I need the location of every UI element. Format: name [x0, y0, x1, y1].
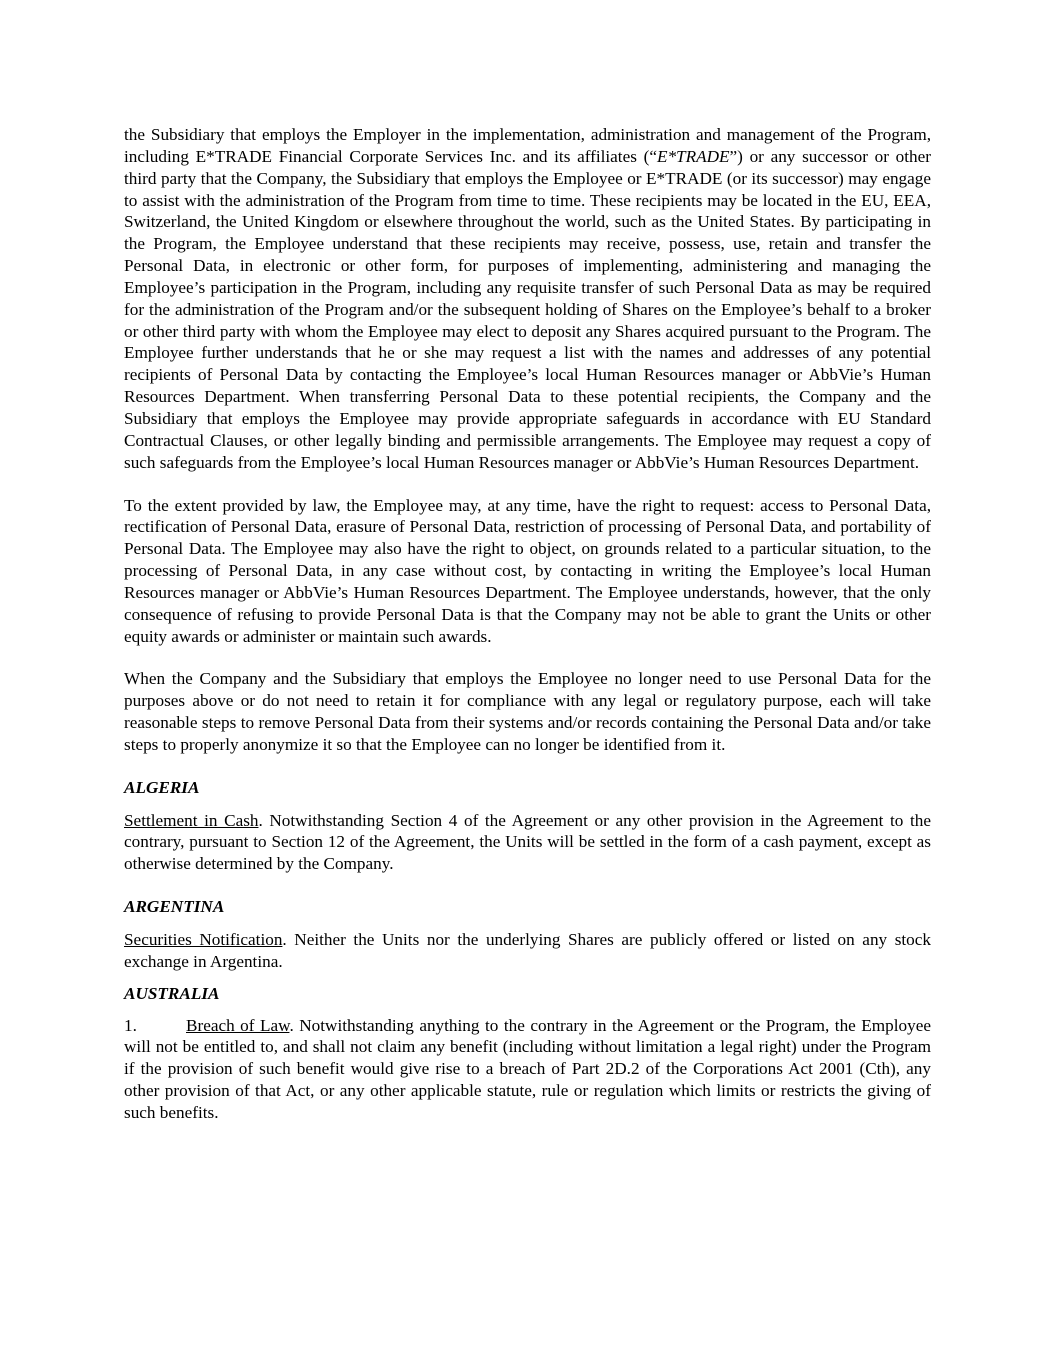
document-page: [124, 124, 931, 1145]
clause-body: . Notwithstanding Section 4 of the Agreement or any other provision in the Agreement to the contrary, pursuant to Section 12 of the Agreement, the Units will be settled in the form of a cash payment, except as otherwise determined by the Company.: [124, 810, 931, 874]
paragraph-algeria-settlement: [124, 810, 931, 876]
clause-body: . Notwithstanding anything to the contrary in the Agreement or the Program, the Employee will not be entitled to, and shall not claim any benefit (including without limitation a legal right) under the Program if the provision of such benefit would give rise to a breach of Part 2D.2 of the Corporations Act 2001 (Cth), any other provision of that Act, or any other applicable statute, rule or regulation which limits or restricts the giving of such benefits.: [124, 1015, 931, 1122]
clause-number: 1.: [124, 1015, 137, 1035]
paragraph-data-recipients: [124, 124, 931, 474]
paragraph-australia-breach: [124, 1015, 931, 1124]
paragraph-text: the Subsidiary that employs the Employer in the implementation, administration and management of the Program, including E*TRADE Financial Corporate Services Inc. and its affiliates (“: [124, 125, 931, 166]
paragraph-argentina-securities: [124, 929, 931, 973]
clause-title: Securities Notification: [124, 930, 283, 949]
paragraph-text: ”) or any successor or other third party that the Company, the Subsidiary that employs the Employee or E*TRADE (or its successor) may engage to assist with the administration of the Program from time to time. These recipients may be located in the EU, EEA, Switzerland, the United Kingdom or elsewhere throughout the world, such as the United States. By participating in the Program, the Employee understand that these recipients may receive, possess, use, retain and transfer the Personal Data, in electronic or other form, for purposes of implementing, administering and managing the Employee’s participation in the Program, including any requisite transfer of such Personal Data as may be required for the administration of the Program and/or the subsequent holding of Shares on the Employee’s behalf to a broker or other third party with whom the Employee may elect to deposit any Shares acquired pursuant to the Program. The Employee further understands that he or she may request a list with the names and addresses of any potential recipients of Personal Data by contacting the Employee’s local Human Resources manager or AbbVie’s Human Resources Department. When transferring Personal Data to these potential recipients, the Company and the Subsidiary that employs the Employee may provide appropriate safeguards in accordance with EU Standard Contractual Clauses, or other legally binding and permissible arrangements. The Employee may request a copy of such safeguards from the Employee’s local Human Resources manager or AbbVie’s Human Resources Department.: [124, 146, 931, 472]
clause-title: Breach of Law: [186, 1015, 290, 1035]
section-heading-algeria: ALGERIA: [124, 777, 200, 797]
paragraph-data-rights: To the extent provided by law, the Employee may, at any time, have the right to request: access to Personal Data, rectification of Personal Data, erasure of Personal Data, restriction of processing of Personal Data, and portability of Personal Data. The Employee may also have the right to object, on grounds related to a particular situation, to the processing of Personal Data, in any case without cost, by contacting in writing the Employee’s local Human Resources manager or AbbVie’s Human Resources Department. The Employee understands, however, that the only consequence of refusing to provide Personal Data is that the Company may not be able to grant the Units or other equity awards or administer or maintain such awards.: [124, 495, 931, 646]
section-heading-argentina: ARGENTINA: [124, 897, 225, 917]
clause-body: . Neither the Units nor the underlying Shares are publicly offered or listed on any stock exchange in Argentina.: [124, 930, 931, 971]
section-heading-australia: AUSTRALIA: [124, 983, 220, 1003]
clause-title: Settlement in Cash: [124, 810, 259, 830]
defined-term-etrade: E*TRADE: [656, 146, 730, 166]
paragraph-data-retention: When the Company and the Subsidiary that employs the Employee no longer need to use Personal Data for the purposes above or do not need to retain it for compliance with any legal or regulatory purpose, each will take reasonable steps to remove Personal Data from their systems and/or records containing the Personal Data and/or take steps to properly anonymize it so that the Employee can no longer be identified from it.: [124, 669, 931, 754]
